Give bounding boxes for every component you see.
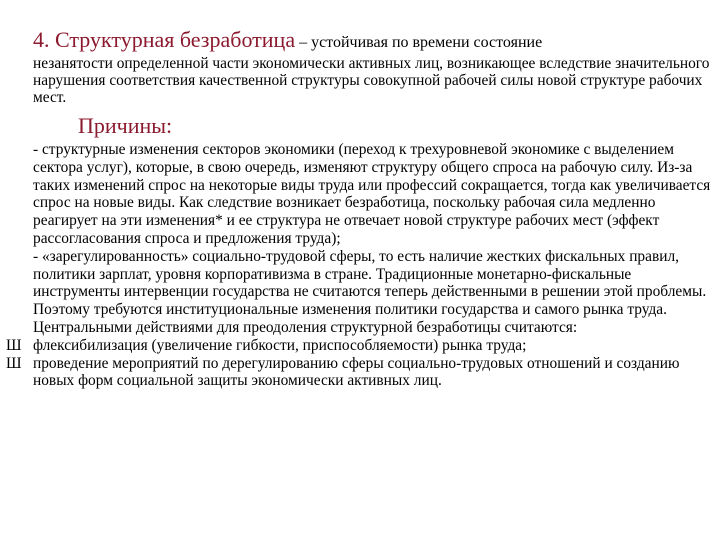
section-title: 4. Структурная безработица — [33, 27, 296, 52]
slide-heading — [33, 27, 705, 53]
bullet-text: проведение мероприятий по дерегулированию сферы социально-трудовых отношений и созданию новых форм социальной защиты экономически активных лиц. — [33, 354, 680, 390]
reason-paragraph: - структурные изменения секторов экономики (переход к трехуровневой экономике с выделением сектора услуг), которые, в свою очередь, изменяют структуру общего спроса на рабочую силу. Из-за таких изменений спрос на некоторые виды труда или профессий сокращается, тогда как увеличивается спрос на новые виды. Как следствие возникает безработица, поскольку рабочая сила медленно реагирует на эти изменения* и ее структура не отвечает новой структуре рабочих мест (эффект рассогласования спроса и предложения труда); — [33, 141, 711, 247]
bullet-text: флексибилизация (увеличение гибкости, приспособляемости) рынка труда; — [33, 336, 527, 354]
definition-start: – устойчивая по времени состояние — [295, 34, 543, 51]
list-item — [6, 354, 713, 391]
bullet-marker: Ш — [6, 336, 22, 354]
list-item — [6, 336, 713, 355]
reason-paragraph: - «зарегулированность» социально-трудовой сферы, то есть наличие жестких фискальных правил, политики зарплат, уровня корпоративизма в стране. Традиционные монетарно-фискальные инструменты интервенции государства не считаются теперь действенными в решении этой проблемы. Поэтому требуются институциональные изменения политики государства и самого рынка труда. Центральными действиями для преодоления структурной безработицы считаются: — [33, 247, 707, 336]
bullet-marker: Ш — [6, 354, 22, 372]
definition-text: незанятости определенной части экономически активных лиц, возникающее вследствие значительного нарушения соответствия качественной структуры совокупной рабочей силы новой структуре рабочих мест. — [33, 55, 710, 106]
reasons-title: Причины: — [78, 113, 173, 138]
body-text — [6, 141, 713, 390]
